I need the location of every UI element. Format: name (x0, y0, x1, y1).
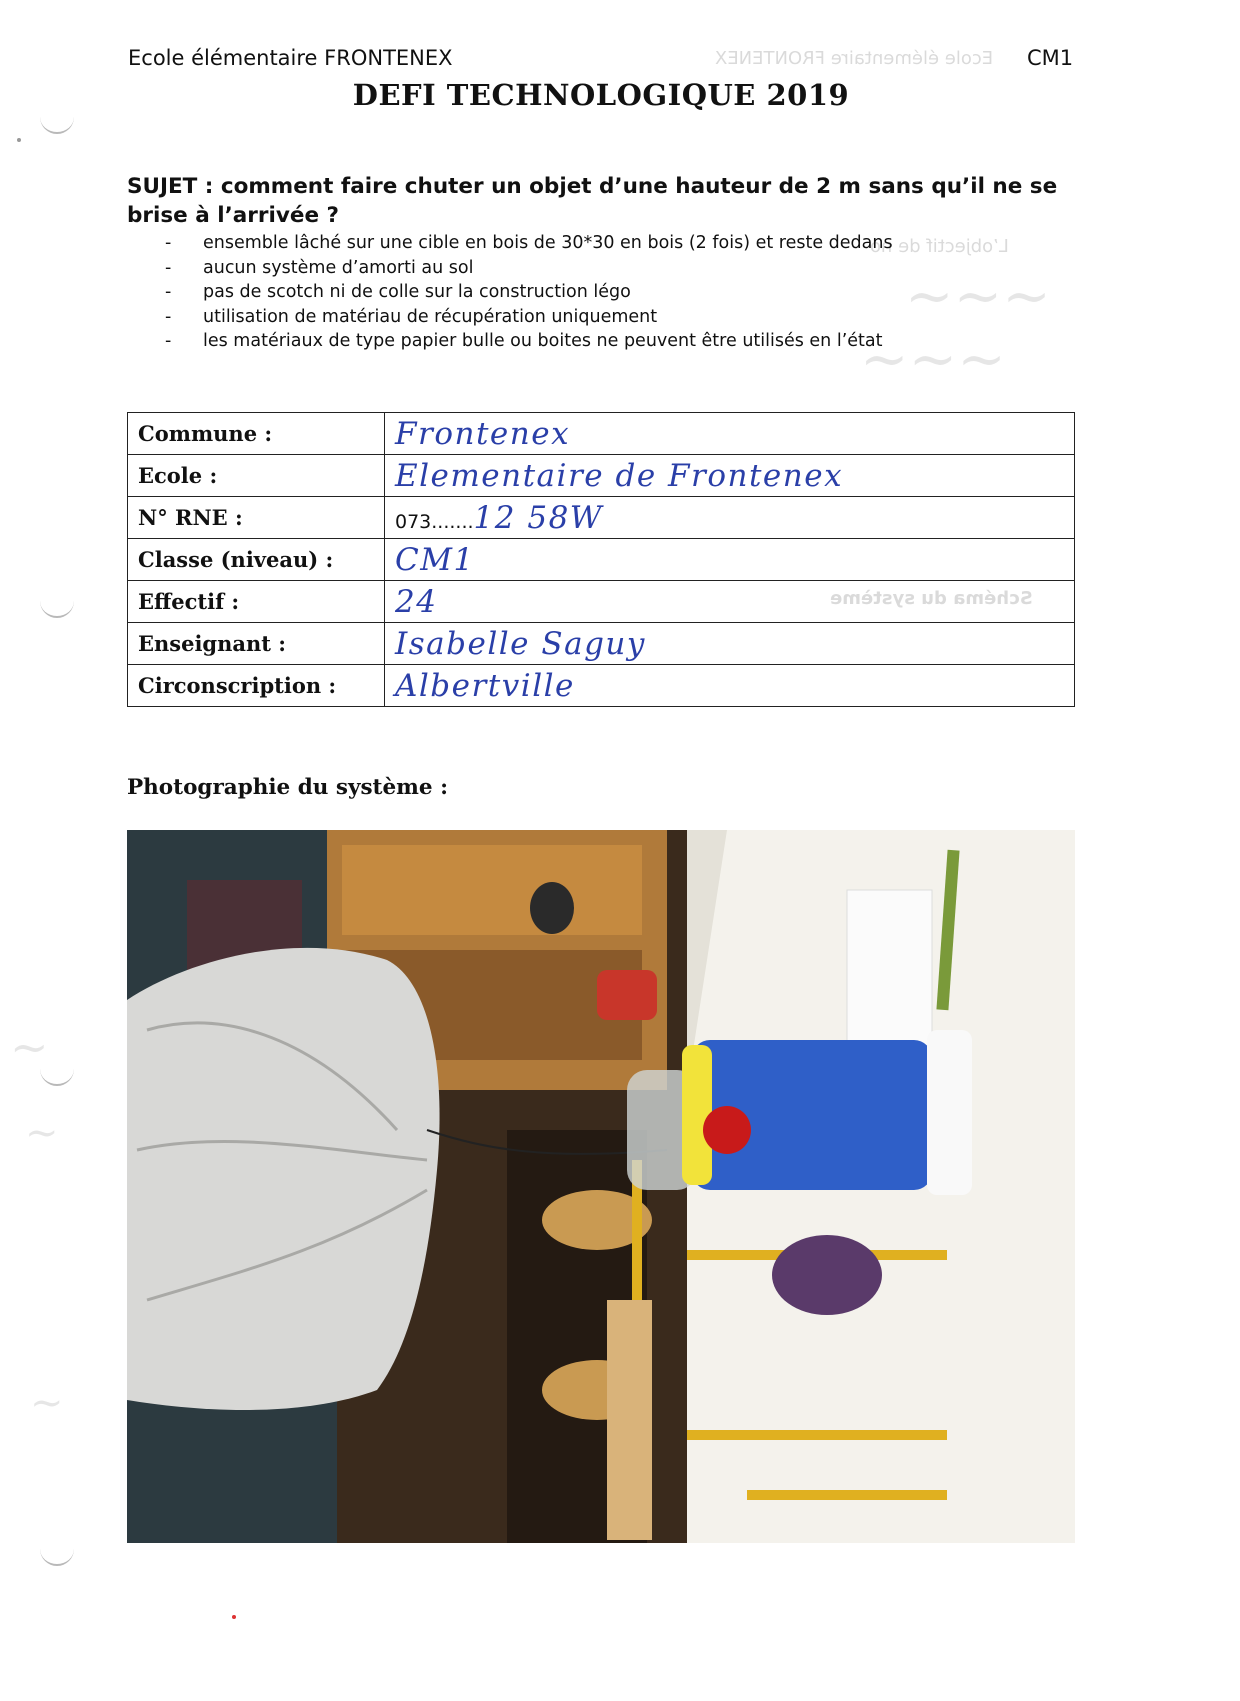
rule-item: - les matériaux de type papier bulle ou boites ne peuvent être utilisés en l’état (165, 329, 893, 354)
bleed-through-handwriting: ~ (30, 1380, 64, 1426)
photo-shelf-board (342, 845, 642, 935)
photo-pencil-case (772, 1235, 882, 1315)
table-row (128, 413, 1075, 455)
table-row (128, 623, 1075, 665)
photo-image (127, 830, 1075, 1543)
punch-hole (40, 596, 74, 618)
punch-hole (40, 112, 74, 134)
rne-handwritten: 12 58W (473, 499, 604, 536)
school-name: Ecole élémentaire FRONTENEX (128, 46, 453, 70)
row-label: Enseignant : (128, 623, 385, 665)
bleed-through-handwriting: ~ (10, 1020, 49, 1074)
photo-red-case (597, 970, 657, 1020)
class-level: CM1 (1027, 46, 1074, 70)
bleed-through-handwriting: ~~~ (905, 262, 1051, 330)
row-value-handwritten: Albertville (385, 665, 1075, 707)
photo-lamp (530, 882, 574, 934)
system-photo (127, 830, 1075, 1543)
page-title: DEFI TECHNOLOGIQUE 2019 (352, 78, 850, 112)
table-row (128, 539, 1075, 581)
subject-heading (127, 172, 1087, 230)
table-row (128, 455, 1075, 497)
rne-printed-prefix: 073....... (395, 510, 474, 533)
row-value-handwritten: 24 (385, 581, 1075, 623)
rule-item: - ensemble lâché sur une cible en bois de 30*30 en bois (2 fois) et reste dedans (165, 231, 893, 256)
subject-prefix: SUJET : (127, 174, 214, 199)
bleed-through-handwriting: ~ (25, 1110, 59, 1156)
subject-text: comment faire chuter un objet d’une hauteur de 2 m sans qu’il ne se brise à l’arrivée ? (127, 174, 1058, 228)
row-value-handwritten: Isabelle Saguy (385, 623, 1075, 665)
row-value-handwritten: Frontenex (385, 413, 1075, 455)
table-row (128, 665, 1075, 707)
bleed-through-handwriting: ~~~ (860, 325, 1006, 393)
row-label: Ecole : (128, 455, 385, 497)
row-label: Circonscription : (128, 665, 385, 707)
bleed-through-text: Ecole élémentaire FRONTENEX (715, 48, 994, 69)
rule-item: - pas de scotch ni de colle sur la construction légo (165, 280, 893, 305)
row-label: N° RNE : (128, 497, 385, 539)
table-row (128, 497, 1075, 539)
photo-yellow-cap (682, 1045, 712, 1185)
photo-red-button (703, 1106, 751, 1154)
school-info-table (127, 412, 1075, 707)
bleed-through-text: L’objectif de no (870, 236, 1009, 257)
scan-speck (17, 138, 21, 142)
scan-speck (232, 1615, 236, 1619)
punch-hole (40, 1544, 74, 1566)
photo-parachute-bag (127, 948, 440, 1410)
photo-desk-top (607, 1300, 652, 1540)
rules-list (165, 231, 893, 354)
rule-item: - utilisation de matériau de récupération uniquement (165, 305, 893, 330)
table-row (128, 581, 1075, 623)
row-value-handwritten: Elementaire de Frontenex (385, 455, 1075, 497)
row-value-handwritten (385, 497, 1075, 539)
photo-desk-leg (747, 1490, 947, 1500)
row-label: Effectif : (128, 581, 385, 623)
bleed-through-text: Schéma du système (830, 588, 1033, 609)
photo-desk-leg (687, 1430, 947, 1440)
row-label: Classe (niveau) : (128, 539, 385, 581)
photo-label: Photographie du système : (127, 775, 449, 800)
punch-hole (40, 1064, 74, 1086)
photo-white-cloth (927, 1030, 972, 1195)
row-label: Commune : (128, 413, 385, 455)
rule-item: - aucun système d’amorti au sol (165, 256, 893, 281)
row-value-handwritten: CM1 (385, 539, 1075, 581)
